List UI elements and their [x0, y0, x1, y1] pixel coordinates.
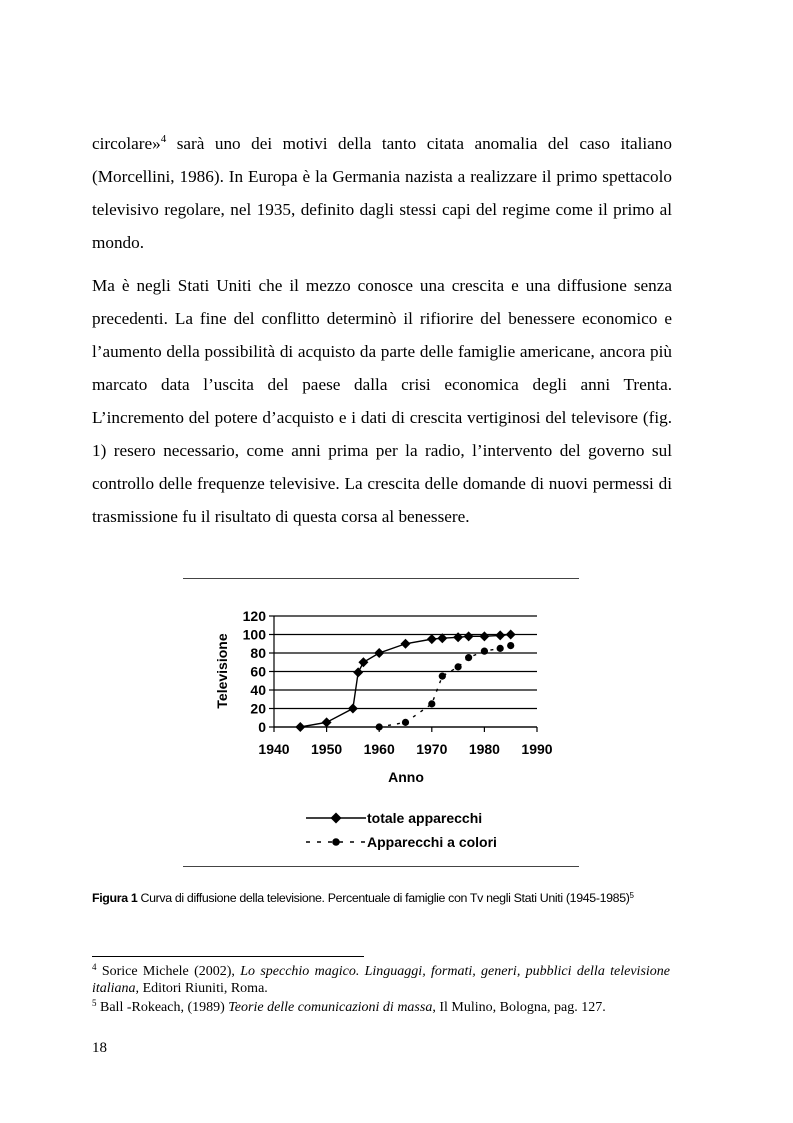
page-number: 18 [92, 1040, 107, 1056]
footnote-4-author: Sorice Michele (2002), [96, 964, 241, 979]
point-totale-1977 [464, 631, 474, 641]
point-colori-1983 [497, 645, 504, 652]
x-tick-label-1950: 1950 [311, 741, 343, 757]
figure-bottom-rule [183, 866, 579, 867]
footnote-5 [92, 999, 670, 1016]
paragraph-1-text: sarà uno dei motivi della tanto citata anomalia del caso italiano (Morcellini, 1986). In Europa è la Germania nazista a realizzare il primo spettacolo televisivo regolare, nel 1935, definito dagli stessi capi del regime come il primo al mondo. [92, 134, 672, 252]
y-tick-label-0: 0 [258, 719, 266, 735]
point-totale-1965 [401, 639, 411, 649]
point-totale-1983 [495, 630, 505, 640]
point-colori-1975 [455, 663, 462, 670]
chart-gridlines [274, 616, 537, 727]
footnote-5-title: Teorie delle comunicazioni di massa [228, 1000, 433, 1015]
x-tick-label-1960: 1960 [363, 741, 395, 757]
point-totale-1955 [348, 704, 358, 714]
footnote-5-mark: 5 [92, 998, 97, 1008]
point-colori-1980 [481, 648, 488, 655]
point-colori-1977 [465, 654, 472, 661]
footnote-5-publisher: , Il Mulino, Bologna, pag. 127. [432, 1000, 606, 1015]
point-colori-1960 [376, 723, 383, 730]
x-tick-label-1940: 1940 [258, 741, 290, 757]
legend-label-colori: Apparecchi a colori [367, 834, 497, 850]
footnote-4-title: Lo specchio magico. Linguaggi, formati, generi, pubblici della televisione italiana, [92, 964, 670, 996]
chart-axes [269, 616, 537, 732]
y-tick-label-40: 40 [250, 682, 266, 698]
point-totale-1970 [427, 634, 437, 644]
point-totale-1985 [506, 630, 516, 640]
y-tick-labels [243, 608, 267, 735]
series-line-colori [379, 646, 511, 727]
point-colori-1985 [507, 642, 514, 649]
x-tick-label-1970: 1970 [416, 741, 448, 757]
body-paragraph-2: Ma è negli Stati Uniti che il mezzo conosce una crescita e una diffusione senza precedenti. La fine del conflitto determinò il rifiorire del benessere economico e l’aumento della possibilità di acquisto da parte delle famiglie americane, ancora più marcato data l’uscita del paese dalla crisi economica degli anni Trenta. L’incremento del potere d’acquisto e i dati di crescita vertiginosi del televisore (fig. 1) resero necessario, come anni prima per la radio, l’intervento del governo sul controllo delle frequenze televisive. La crescita delle domande di nuovi permessi di trasmissione fu il risultato di questa corsa al benessere. [92, 276, 672, 526]
x-tick-label-1990: 1990 [521, 741, 553, 757]
point-totale-1960 [374, 648, 384, 658]
point-colori-1970 [428, 700, 435, 707]
x-tick-labels [258, 741, 552, 757]
point-totale-1950 [322, 717, 332, 727]
point-colori-1972 [439, 673, 446, 680]
x-axis-label: Anno [388, 769, 424, 785]
legend-label-totale: totale apparecchi [367, 810, 483, 826]
point-totale-1980 [479, 631, 489, 641]
y-tick-label-80: 80 [250, 645, 266, 661]
footnote-4-mark: 4 [92, 962, 97, 972]
x-tick-label-1980: 1980 [468, 741, 500, 757]
y-tick-label-120: 120 [242, 608, 266, 624]
footnote-4 [92, 963, 670, 997]
footnote-separator [92, 956, 364, 957]
point-colori-1965 [402, 719, 409, 726]
chart-legend [306, 810, 497, 850]
y-tick-label-20: 20 [250, 700, 266, 717]
paragraph-1-lead: circolare» [92, 134, 161, 153]
y-tick-label-100: 100 [242, 626, 266, 643]
figure-label: Figura 1 [92, 891, 138, 905]
footnote-4-publisher: Editori Riuniti, Roma. [139, 981, 268, 996]
point-totale-1956 [353, 667, 363, 677]
tv-diffusion-chart [200, 600, 580, 858]
figure-caption-text: Curva di diffusione della televisione. Percentuale di famiglie con Tv negli Stati Uniti (1945-1985) [137, 891, 630, 905]
body-paragraph-1 [92, 127, 672, 259]
y-axis-label: Televisione [214, 633, 230, 709]
footnote-ref-4[interactable]: 4 [160, 133, 167, 145]
legend-swatch-colori-marker [332, 838, 340, 846]
figure-caption [92, 891, 692, 905]
footnote-ref-5[interactable]: 5 [629, 891, 634, 900]
figure-top-rule [183, 578, 579, 579]
point-totale-1975 [453, 632, 463, 642]
legend-swatch-totale-marker [331, 813, 342, 824]
point-totale-1957 [358, 657, 368, 667]
y-tick-label-60: 60 [250, 663, 266, 680]
point-totale-1945 [295, 722, 305, 732]
chart-series [295, 630, 515, 733]
footnote-5-author: Ball -Rokeach, (1989) [96, 1000, 229, 1015]
